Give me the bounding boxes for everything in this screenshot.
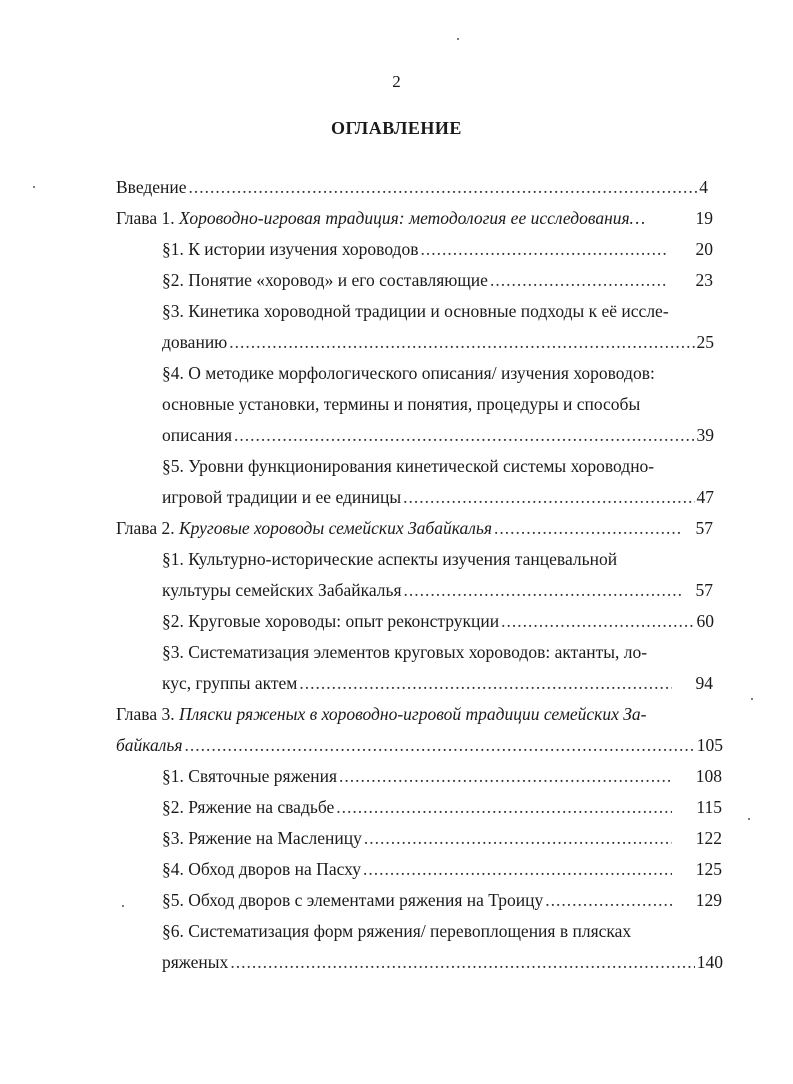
- toc-entry-label: кус, группы актем: [162, 673, 298, 693]
- scan-speck: [748, 818, 750, 820]
- toc-entry-ch1-s4-line3[interactable]: [162, 424, 714, 446]
- toc-entry-label: §5. Обход дворов с элементами ряжения на Троицу: [162, 890, 544, 910]
- leader-dots: [494, 517, 682, 539]
- toc-chapter-3-line1[interactable]: [116, 703, 714, 725]
- toc-entry-ch2-s2[interactable]: [162, 610, 714, 632]
- toc-entry-ch3-s5[interactable]: [162, 889, 674, 911]
- toc-entry-ch1-s3-line1[interactable]: [162, 300, 714, 322]
- toc-entry-label: §2. Ряжение на свадьбе: [162, 797, 335, 817]
- toc-entry-ch1-s3-line2[interactable]: [162, 331, 714, 353]
- toc-entry-label: §5. Уровни функционирования кинетической системы хороводно-: [162, 456, 655, 476]
- page-title: ОГЛАВЛЕНИЕ: [331, 118, 462, 138]
- toc-entry-label: §6. Систематизация форм ряжения/ перевоплощения в плясках: [162, 921, 632, 941]
- toc-entry-label: игровой традиции и ее единицы: [162, 487, 402, 507]
- toc-entry-ch2-s3-line1[interactable]: [162, 641, 714, 663]
- leader-dots: [403, 486, 694, 508]
- toc-entry-page: 115: [696, 797, 722, 817]
- toc-entry-label: ряженых: [162, 952, 229, 972]
- toc-entry-ch2-s1-line1[interactable]: [162, 548, 714, 570]
- leader-dots: [234, 424, 694, 446]
- leader-dots: [501, 610, 694, 632]
- toc-entry-ch3-s2[interactable]: [162, 796, 674, 818]
- toc-entry-ch2-s3-line2[interactable]: [162, 672, 674, 694]
- toc-entry-label: §4. О методике морфологического описания/ изучения хороводов:: [162, 363, 655, 383]
- toc-entry-page: 4: [699, 177, 708, 197]
- chapter-prefix: Глава 2.: [116, 518, 179, 538]
- toc-entry-page: 57: [695, 518, 713, 538]
- toc-entry-ch1-s4-line2[interactable]: [162, 393, 714, 415]
- toc-entry-label: §1. Святочные ряжения: [162, 766, 337, 786]
- leader-dots: [339, 765, 672, 787]
- leader-dots: [299, 672, 672, 694]
- leader-dots: [363, 858, 672, 880]
- leader-dots: [490, 269, 666, 291]
- toc-entry-page: 47: [696, 487, 714, 507]
- chapter-prefix: Глава 3.: [116, 704, 179, 724]
- leader-dots: [189, 176, 698, 198]
- toc-entry-ch3-s1[interactable]: [162, 765, 674, 787]
- toc-entry-label: Введение: [116, 177, 187, 197]
- toc-entry-ch1-s1[interactable]: [162, 238, 668, 260]
- toc-entry-page: 19: [695, 208, 713, 228]
- toc-chapter-2[interactable]: [116, 517, 684, 539]
- leader-dots: [230, 951, 694, 973]
- toc-entry-label: описания: [162, 425, 233, 445]
- toc-entry-ch1-s5-line1[interactable]: [162, 455, 714, 477]
- toc-entry-page: 25: [696, 332, 714, 352]
- leader-dots: [545, 889, 672, 911]
- leader-dots: [185, 734, 695, 756]
- toc-entry-label: культуры семейских Забайкалья: [162, 580, 402, 600]
- toc-entry-page: 23: [695, 270, 713, 290]
- toc-entry-ch1-s5-line2[interactable]: [162, 486, 714, 508]
- toc-entry-label: §2. Круговые хороводы: опыт реконструкции: [162, 611, 500, 631]
- toc-entry-label: §1. К истории изучения хороводов: [162, 239, 419, 259]
- toc-entry-label: §1. Культурно-исторические аспекты изучения танцевальной: [162, 549, 618, 569]
- toc-entry-page: 39: [696, 425, 714, 445]
- toc-chapter-1[interactable]: [116, 207, 713, 229]
- toc-entry-page: 57: [695, 580, 713, 600]
- toc-entry-label: §3. Ряжение на Масленицу: [162, 828, 362, 848]
- leader-dots: [336, 796, 672, 818]
- chapter-title: Пляски ряженых в хороводно-игровой традиции семейских За-: [178, 704, 647, 724]
- toc-entry-page: 122: [695, 828, 722, 848]
- toc-entry-ch3-s3[interactable]: [162, 827, 674, 849]
- toc-entry-page: 94: [695, 673, 713, 693]
- toc-entry-page: 60: [696, 611, 714, 631]
- chapter-title: Хороводно-игровая традиция: методология ее исследования…: [178, 208, 646, 228]
- scan-speck: [33, 186, 35, 188]
- toc-entry-page: 108: [695, 766, 722, 786]
- toc-entry-label: §4. Обход дворов на Пасху: [162, 859, 361, 879]
- chapter-prefix: Глава 1.: [116, 208, 179, 228]
- toc-entry-ch3-s6-line1[interactable]: [162, 920, 722, 942]
- leader-dots: [404, 579, 682, 601]
- scan-speck: [122, 905, 124, 907]
- toc-entry-label: основные установки, термины и понятия, процедуры и способы: [162, 394, 641, 414]
- scan-speck: [457, 38, 459, 40]
- scan-speck: [751, 698, 753, 700]
- toc-entry-ch1-s2[interactable]: [162, 269, 668, 291]
- toc-entry-page: 125: [695, 859, 722, 879]
- toc-entry-label: §2. Понятие «хоровод» и его составляющие: [162, 270, 488, 290]
- leader-dots: [364, 827, 672, 849]
- page-number: 2: [392, 72, 401, 91]
- toc-entry-label: §3. Систематизация элементов круговых хороводов: актанты, ло-: [162, 642, 648, 662]
- chapter-title: байкалья: [116, 735, 183, 755]
- toc-entry-label: дованию: [162, 332, 228, 352]
- toc-entry-ch1-s4-line1[interactable]: [162, 362, 714, 384]
- toc-entry-page: 140: [696, 952, 723, 972]
- toc-entry-page: 105: [696, 735, 723, 755]
- toc-entry-ch3-s4[interactable]: [162, 858, 674, 880]
- toc-entry-ch3-s6-line2[interactable]: [162, 951, 723, 973]
- toc-entry-ch2-s1-line2[interactable]: [162, 579, 684, 601]
- toc-entry-intro[interactable]: [116, 176, 708, 198]
- chapter-title: Круговые хороводы семейских Забайкалья: [178, 518, 492, 538]
- leader-dots: [420, 238, 666, 260]
- leader-dots: [229, 331, 694, 353]
- toc-entry-page: 20: [695, 239, 713, 259]
- toc-entry-page: 129: [695, 890, 722, 910]
- toc-entry-label: §3. Кинетика хороводной традиции и основные подходы к её иссле-: [162, 301, 669, 321]
- toc-chapter-3-line2[interactable]: [116, 734, 723, 756]
